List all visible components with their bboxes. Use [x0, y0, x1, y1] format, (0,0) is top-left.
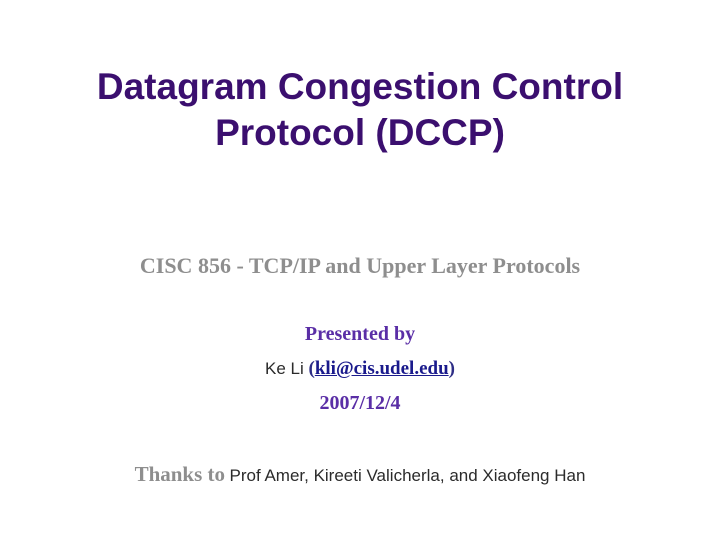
presented-by-label: Presented by: [304, 323, 416, 345]
close-paren: ): [448, 358, 455, 379]
title-line-1: Datagram Congestion Control: [96, 66, 624, 107]
author-name: Ke Li: [265, 359, 304, 378]
page-title: [0, 64, 720, 156]
thanks-line: [0, 462, 720, 487]
presentation-date: 2007/12/4: [319, 392, 401, 414]
title-line-2: Protocol (DCCP): [215, 112, 505, 153]
open-paren: (: [308, 358, 315, 379]
author-line: [0, 358, 720, 380]
thanks-label: Thanks to: [134, 462, 226, 486]
course-subtitle: CISC 856 - TCP/IP and Upper Layer Protocols: [139, 253, 581, 278]
thanks-names: Prof Amer, Kireeti Valicherla, and Xiaofeng Han: [229, 466, 586, 485]
author-email-link[interactable]: kli@cis.udel.edu: [314, 358, 449, 379]
